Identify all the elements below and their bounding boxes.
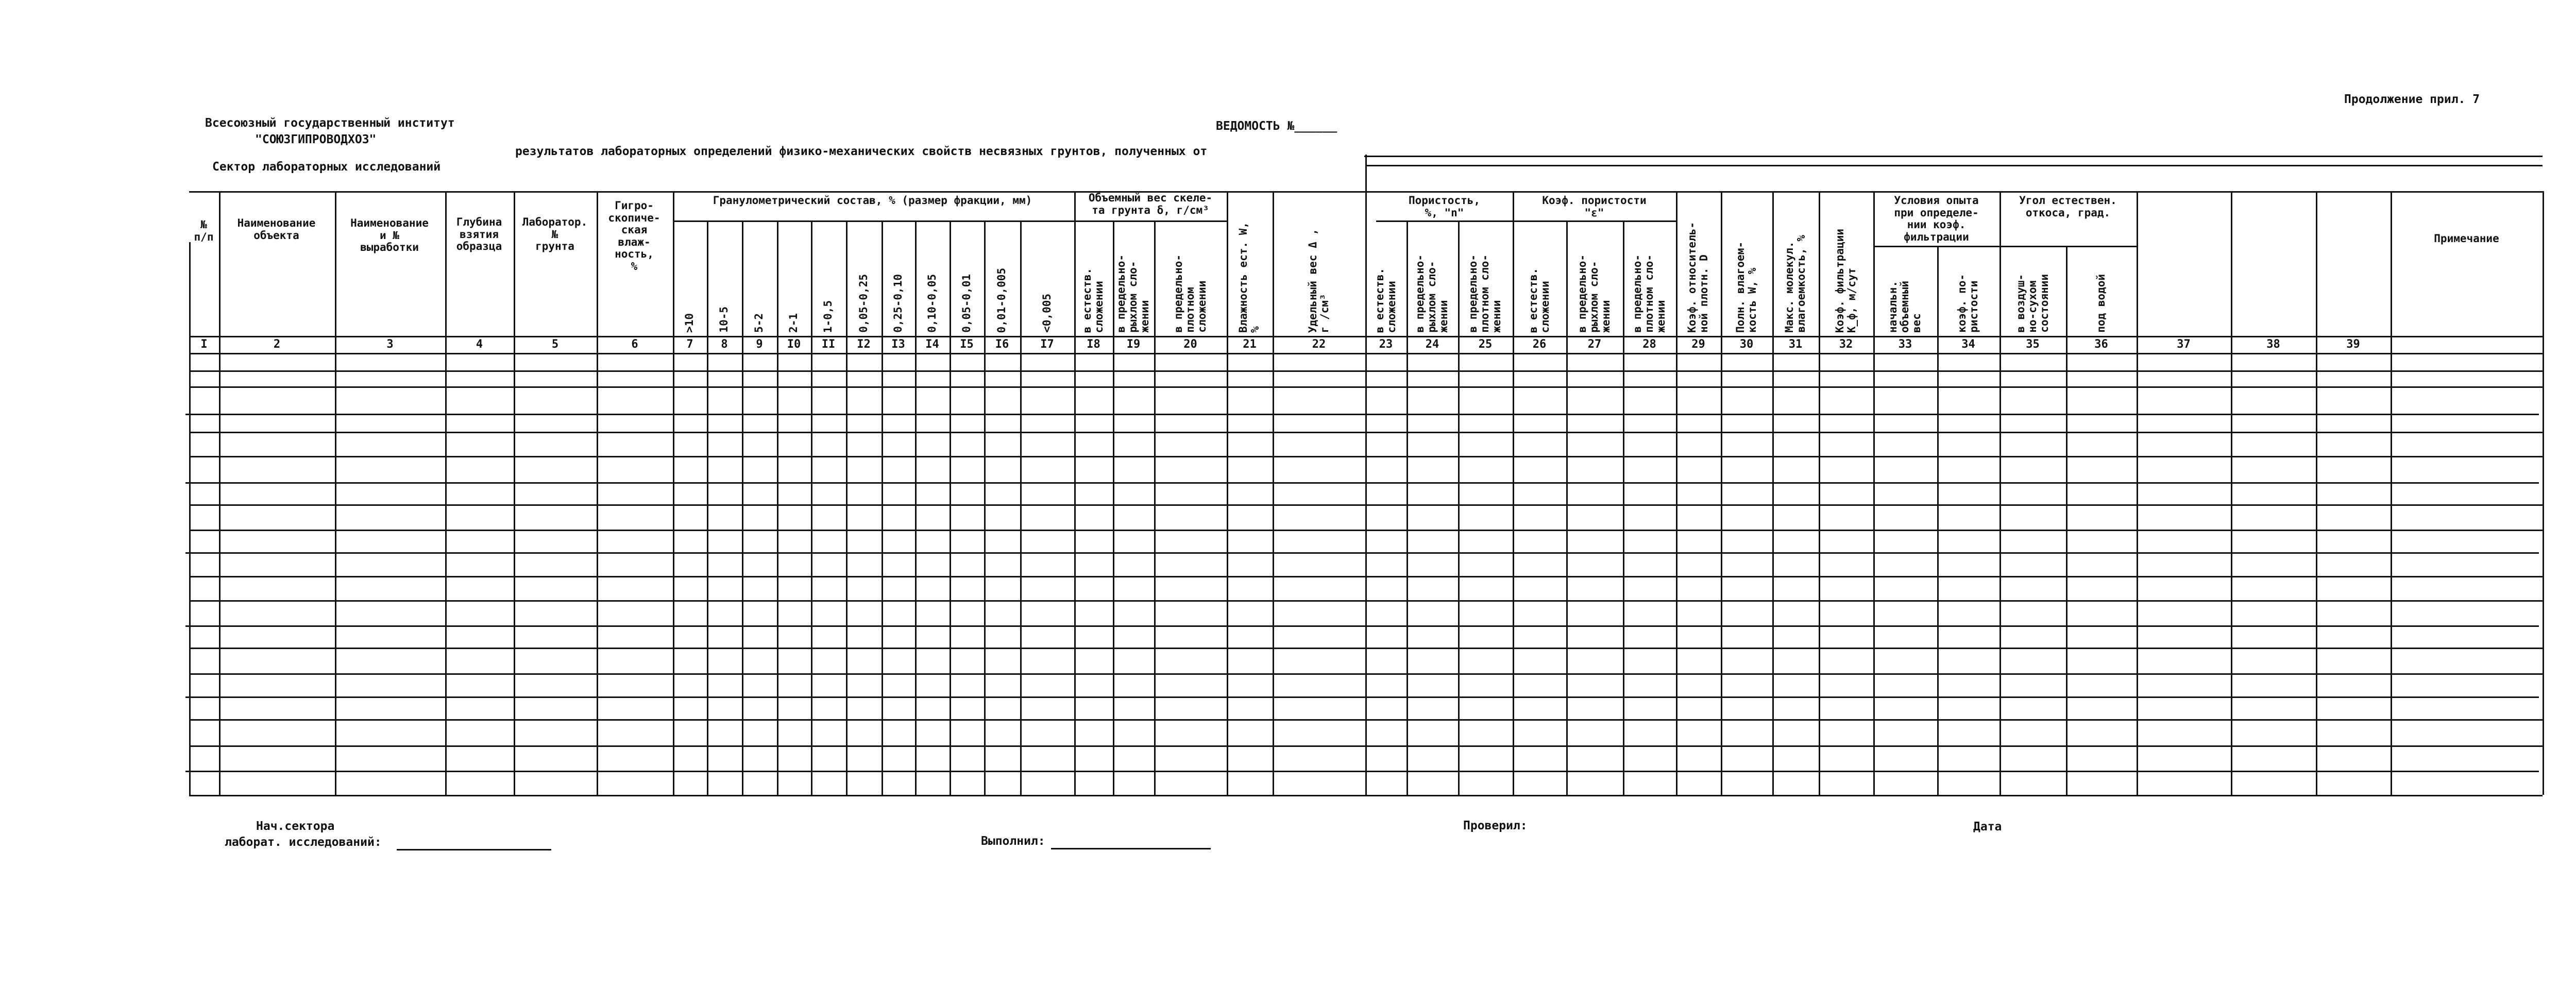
header-excavation: Наименование и № выработки <box>350 217 429 254</box>
column-line <box>2231 191 2232 795</box>
volume-weight-header: в естеств. сложении <box>1081 267 1106 333</box>
column-number: 21 <box>1243 338 1257 351</box>
header-object: Наименование объекта <box>237 217 316 242</box>
column-number: I9 <box>1126 338 1141 351</box>
table-row-line <box>189 456 2543 457</box>
header-remark: Примечание <box>2434 233 2499 245</box>
header-angle: Угол естествен. откоса, град. <box>2019 195 2117 219</box>
column-line <box>597 191 598 795</box>
table-row-line <box>189 648 2543 649</box>
appendix-note: Продолжение прил. 7 <box>2344 93 2480 106</box>
angle-header: под водой <box>2094 274 2107 333</box>
fraction-header: >10 <box>683 313 696 333</box>
column-number: 29 <box>1691 338 1705 351</box>
date-label: Дата <box>1973 820 2002 833</box>
column-number: I3 <box>891 338 905 351</box>
table-row-line <box>185 482 2539 484</box>
porosity-coef-header: в предельно- плотном сло- жении <box>1631 254 1668 333</box>
column-number: 38 <box>2266 338 2280 351</box>
header-porosity: Пористость, %, "n" <box>1408 195 1481 219</box>
document-title: ВЕДОМОСТЬ №______ <box>1216 120 1337 133</box>
column-line <box>2137 191 2138 795</box>
column-number: 8 <box>721 338 728 351</box>
performed-label: Выполнил: <box>981 835 1045 848</box>
filtration-subline <box>1873 246 1999 247</box>
table-row-line <box>189 576 2543 577</box>
table-row-line <box>189 530 2543 531</box>
fraction-header: 2-1 <box>787 313 800 333</box>
column-number: 7 <box>686 338 693 351</box>
column-line <box>445 191 447 795</box>
porosity-coef-header: в предельно- рыхлом сло- жении <box>1576 254 1613 333</box>
column-line <box>189 242 191 795</box>
porosity-header: в естеств. сложении <box>1373 267 1398 333</box>
institute-name: Всесоюзный государственный институт <box>205 116 455 130</box>
column-number: 30 <box>1739 338 1754 351</box>
table-row-line <box>189 370 2543 372</box>
table-row-line <box>189 795 2543 796</box>
column-number: 22 <box>1312 338 1326 351</box>
column-line <box>2316 191 2317 795</box>
table-row-line <box>189 386 2543 388</box>
porosity-coef-subline <box>1513 220 1676 222</box>
header-moisture: Влажность ест. W, % <box>1237 222 1262 333</box>
column-line <box>2543 191 2544 795</box>
header-depth: Глубина взятия образца <box>456 216 502 253</box>
table-row-line <box>185 625 2539 627</box>
header-volume-weight: Объемный вес скеле- та грунта δ, г/см³ <box>1088 192 1213 216</box>
table-row-line <box>185 552 2539 554</box>
top-right-extra-line <box>1365 165 2543 166</box>
sector-head-label: Нач.сектора <box>256 820 335 833</box>
column-number: I2 <box>857 338 871 351</box>
column-number: 34 <box>1961 338 1975 351</box>
fraction-header: 1-0,5 <box>822 300 835 333</box>
column-number: 33 <box>1898 338 1912 351</box>
column-number: 2 <box>273 338 281 351</box>
column-number: 4 <box>476 338 483 351</box>
fraction-header: <0,005 <box>1040 294 1053 333</box>
table-row-line <box>185 696 2539 698</box>
column-number: 27 <box>1587 338 1602 351</box>
filtration-header: начальн. объемный вес <box>1887 280 1923 333</box>
porosity-coef-header: в естеств. сложении <box>1527 267 1551 333</box>
header-filtration-coef: Коэф. фильтрации K_ф, м/сут <box>1833 228 1858 333</box>
header-full-moisture-capacity: Полн. влагоем- кость W, % <box>1734 241 1758 333</box>
column-number: 36 <box>2094 338 2108 351</box>
table-row-line <box>185 414 2539 415</box>
fraction-header: 0,10-0,05 <box>925 274 938 333</box>
header-lab-number: Лаборатор. № грунта <box>522 216 588 253</box>
table-row-line <box>189 432 2543 433</box>
column-number: 23 <box>1379 338 1393 351</box>
column-line <box>219 191 221 795</box>
column-number: I8 <box>1087 338 1100 351</box>
header-relative-density: Коэф. относитель- ной плотн. D <box>1686 222 1710 333</box>
column-number: 20 <box>1183 338 1197 351</box>
table-row-line <box>185 771 2539 772</box>
table-row-line <box>189 719 2543 721</box>
column-number: 32 <box>1839 338 1853 351</box>
institute-code: "СОЮЗГИПРОВОДХОЗ" <box>255 133 377 146</box>
fraction-header: 0,25-0,10 <box>891 274 904 333</box>
column-number: I0 <box>787 338 801 351</box>
column-number: 5 <box>551 338 559 351</box>
column-number: I7 <box>1040 338 1054 351</box>
table-row-line <box>189 600 2543 602</box>
table-row-line <box>189 504 2543 506</box>
header-number: № п/п <box>194 219 214 243</box>
checked-label: Проверил: <box>1463 819 1528 832</box>
header-granulometry: Гранулометрический состав, % (размер фракции, мм) <box>713 195 1032 207</box>
column-number: I <box>200 338 208 351</box>
column-line <box>2391 191 2392 795</box>
column-number: I5 <box>960 338 974 351</box>
subtitle-fill-line <box>1364 156 2543 157</box>
angle-subline <box>1999 246 2137 247</box>
column-number: 24 <box>1425 338 1439 351</box>
column-number: 35 <box>2026 338 2040 351</box>
fraction-header: 5-2 <box>753 313 766 333</box>
column-number: 9 <box>756 338 763 351</box>
column-number: 28 <box>1642 338 1656 351</box>
volume-weight-header: в предельно- рыхлом сло- жении <box>1115 254 1151 333</box>
porosity-header: в предельно- плотном сло- жении <box>1467 254 1503 333</box>
column-number: I4 <box>925 338 939 351</box>
column-number: I6 <box>995 338 1009 351</box>
fraction-header: 0,01-0,005 <box>995 267 1008 333</box>
column-number: II <box>821 338 836 351</box>
sector-head-signature-line <box>397 849 551 850</box>
column-number: 25 <box>1478 338 1493 351</box>
header-hygroscopic: Гигро- скопиче- ская влаж- ность, % <box>608 200 660 273</box>
fraction-header: 0,05-0,01 <box>960 274 973 333</box>
table-row-line <box>189 745 2543 747</box>
header-porosity-coef: Коэф. пористости "ε" <box>1542 195 1647 219</box>
column-number: 31 <box>1788 338 1803 351</box>
fraction-header: 0,05-0,25 <box>857 274 870 333</box>
header-filtration-conditions: Условия опыта при определе- нии коэф. фильтрации <box>1894 195 1979 243</box>
column-number: 26 <box>1532 338 1547 351</box>
performed-signature-line <box>1051 848 1211 849</box>
header-specific-weight: Удельный вес Δ , г /см³ <box>1306 228 1331 333</box>
sector-head-label-2: лаборат. исследований: <box>225 836 382 849</box>
column-number: 3 <box>386 338 394 351</box>
porosity-subline <box>1376 220 1513 222</box>
institute-sector: Сектор лабораторных исследований <box>212 160 441 174</box>
header-max-molecular-capacity: Макс. молекул. влагоемкость, % <box>1783 235 1807 333</box>
column-number: 39 <box>2346 338 2360 351</box>
column-line <box>335 191 336 795</box>
column-line <box>514 191 515 795</box>
column-number: 37 <box>2177 338 2191 351</box>
document-subtitle: результатов лабораторных определений физико-механических свойств несвязных грунтов, полученных от <box>515 145 1208 158</box>
table-row-line <box>189 673 2543 675</box>
volume-weight-header: в предельно- плотном сложении <box>1172 254 1209 333</box>
angle-header: в воздуш- но-сухом состоянии <box>2014 274 2051 333</box>
column-number: 6 <box>631 338 638 351</box>
filtration-header: коэф. по- ристости <box>1956 274 1980 333</box>
porosity-header: в предельно- рыхлом сло- жении <box>1414 254 1450 333</box>
fraction-header: 10-5 <box>718 307 731 333</box>
